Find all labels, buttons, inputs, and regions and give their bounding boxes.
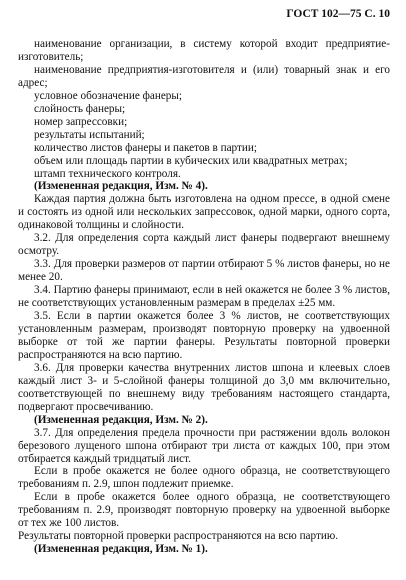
list-item-organization: наименование организации, в систему которой входит предприятие-изготовитель;	[18, 38, 390, 63]
list-item-stamp: штамп технического контроля.	[34, 167, 181, 180]
paragraph-3-3: 3.3. Для проверки размеров от партии отбирают 5 % листов фанеры, но не менее 20.	[18, 258, 390, 284]
paragraph-acceptance: Если в пробе окажется не более одного образца, не соответствующего требованиям п. 2.9, шпон подлежит приемке.	[18, 465, 390, 491]
list-item-press-number: номер запрессовки;	[34, 115, 128, 128]
paragraph-batch: Каждая партия должна быть изготовлена на одном прессе, в одной смене и состоять из одной или нескольких запрессовок, одной марки, одного сорта, одинаковой толщины и слойности.	[18, 193, 390, 232]
list-item-plies: слойность фанеры;	[34, 102, 126, 115]
paragraph-3-6: 3.6. Для проверки качества внутренних листов шпона и клеевых слоев каждый лист 3- и 5-слойной фанеры толщиной до 3,0 мм включительно, соответствующей по внешнему виду требованиям настоящего стандарта, подвергают просвечиванию.	[18, 361, 390, 413]
amendment-note: (Измененная редакция, Изм. № 1).	[34, 543, 208, 556]
list-item-designation: условное обозначение фанеры;	[34, 89, 183, 102]
paragraph-retest-result: Результаты повторной проверки распространяются на всю партию.	[18, 530, 338, 543]
paragraph-3-5: 3.5. Если в партии окажется более 3 % листов, не соответствующих установленным размерам, производят повторную проверку на удвоенной выборке от той же партии фанеры. Результаты повторной проверки распространяются на всю партию.	[18, 310, 390, 361]
amendment-note: (Измененная редакция, Изм. № 2).	[34, 413, 208, 426]
page-header: ГОСТ 102—75 С. 10	[286, 8, 390, 20]
document-body	[18, 38, 390, 556]
list-item-sheet-count: количество листов фанеры и пакетов в партии;	[34, 141, 257, 154]
amendment-note: (Измененная редакция, Изм. № 4).	[34, 180, 208, 193]
list-item-manufacturer: наименование предприятия-изготовителя и (или) товарный знак и его адрес;	[18, 63, 390, 89]
paragraph-3-4: 3.4. Партию фанеры принимают, если в ней окажется не более 3 % листов, не соответствующих установленным размерам в пределах ±25 мм.	[18, 284, 390, 310]
list-item-volume: объем или площадь партии в кубических или квадратных метрах;	[34, 154, 348, 167]
paragraph-3-2: 3.2. Для определения сорта каждый лист фанеры подвергают внешнему осмотру.	[18, 232, 390, 258]
paragraph-3-7: 3.7. Для определения предела прочности при растяжении вдоль волокон березового лущеного шпона отбирают три листа от каждых 100, при этом отбирается каждый тридцатый лист.	[18, 426, 390, 465]
paragraph-retest: Если в пробе окажется более одного образца, не соответствующего требованиям п. 2.9, производят повторную проверку на удвоенной выборке от тех же 100 листов.	[18, 491, 390, 530]
list-item-test-results: результаты испытаний;	[34, 128, 145, 141]
